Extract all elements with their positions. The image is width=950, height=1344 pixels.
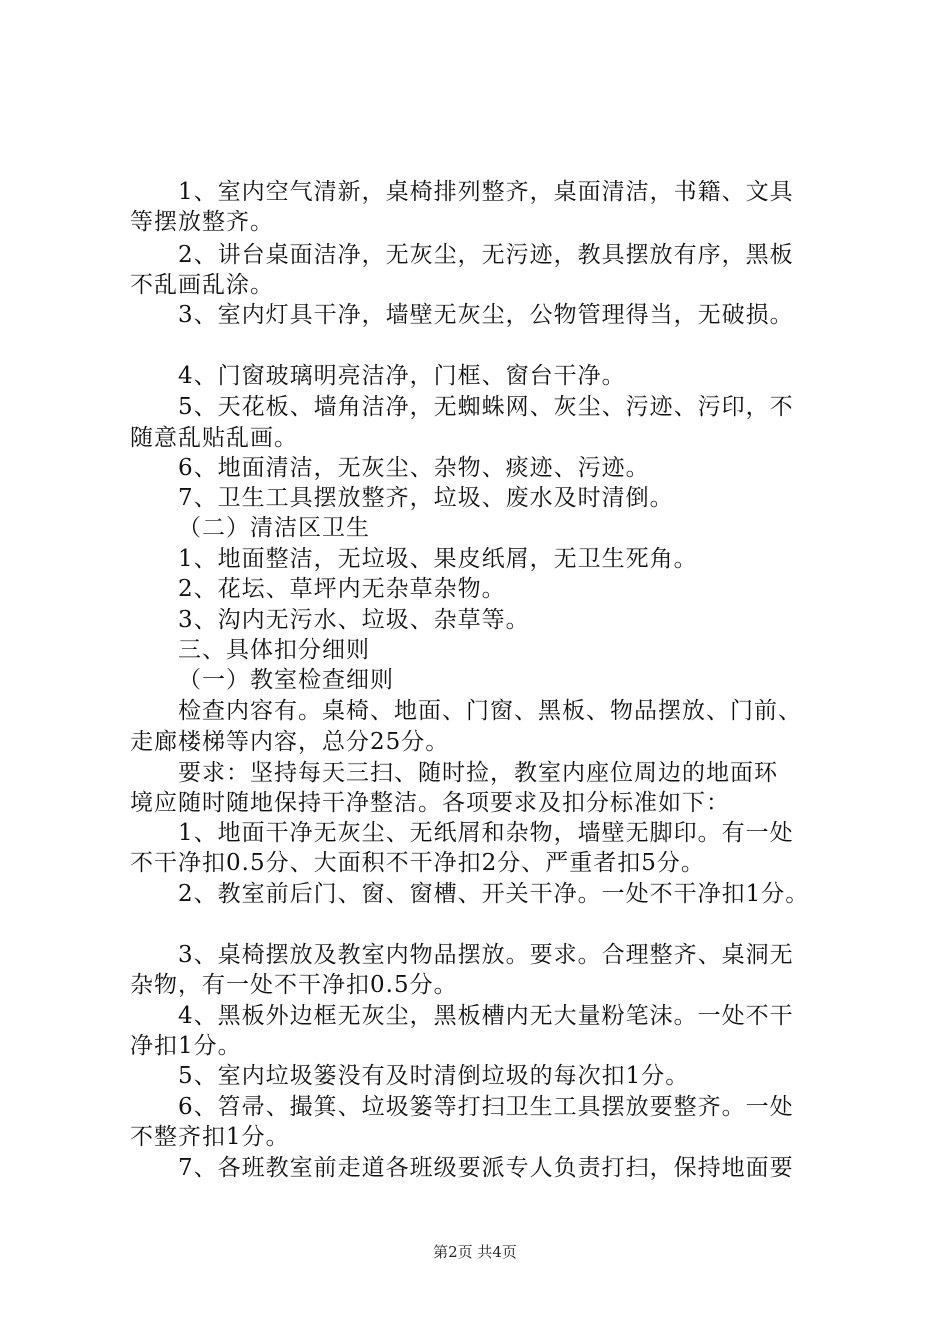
text-line: 3、室内灯具干净，墙壁无灰尘，公物管理得当，无破损。	[178, 302, 794, 328]
text-line: 检查内容有。桌椅、地面、门窗、黑板、物品摆放、门前、	[178, 698, 802, 724]
text-line: 净扣1分。	[130, 1033, 242, 1059]
text-line: 5、天花板、墙角洁净，无蜘蛛网、灰尘、污迹、污印，不	[178, 394, 794, 420]
text-line: 3、桌椅摆放及教室内物品摆放。要求。合理整齐、桌洞无	[178, 942, 794, 968]
text-line: 不整齐扣1分。	[130, 1124, 290, 1150]
text-line: 1、地面整洁，无垃圾、果皮纸屑，无卫生死角。	[178, 546, 698, 572]
section-heading: （二）清洁区卫生	[178, 515, 370, 541]
text-line: 不干净扣0.5分、大面积不干净扣2分、严重者扣5分。	[130, 850, 705, 876]
text-line: 2、花坛、草坪内无杂草杂物。	[178, 576, 506, 602]
text-line: 1、地面干净无灰尘、无纸屑和杂物，墙壁无脚印。有一处	[178, 820, 794, 846]
text-line: 要求：坚持每天三扫、随时捡，教室内座位周边的地面环	[178, 760, 778, 786]
text-line: 杂物，有一处不干净扣0.5分。	[130, 972, 458, 998]
text-line: 不乱画乱涂。	[130, 272, 274, 298]
text-line: 2、讲台桌面洁净，无灰尘，无污迹，教具摆放有序，黑板	[178, 242, 794, 268]
section-heading: （一）教室检查细则	[178, 667, 394, 693]
text-line: 3、沟内无污水、垃圾、杂草等。	[178, 607, 530, 633]
text-line: 境应随时随地保持干净整洁。各项要求及扣分标准如下：	[130, 790, 730, 816]
text-line: 1、室内空气清新，桌椅排列整齐，桌面清洁，书籍、文具	[178, 179, 794, 205]
text-line: 4、黑板外边框无灰尘，黑板槽内无大量粉笔沫。一处不干	[178, 1003, 794, 1029]
text-line: 2、教室前后门、窗、窗槽、开关干净。一处不干净扣1分。	[178, 881, 810, 907]
text-line: 7、卫生工具摆放整齐，垃圾、废水及时清倒。	[178, 485, 674, 511]
section-heading: 三、具体扣分细则	[178, 637, 370, 663]
page-number: 第2页 共4页	[433, 1243, 517, 1261]
text-line: 6、笤帚、撮箕、垃圾篓等打扫卫生工具摆放要整齐。一处	[178, 1094, 794, 1120]
text-line: 随意乱贴乱画。	[130, 425, 298, 451]
text-line: 7、各班教室前走道各班级要派专人负责打扫，保持地面要	[178, 1155, 794, 1181]
text-line: 5、室内垃圾篓没有及时清倒垃圾的每次扣1分。	[178, 1063, 690, 1089]
text-line: 走廊楼梯等内容，总分25分。	[130, 729, 450, 755]
text-line: 6、地面清洁，无灰尘、杂物、痰迹、污迹。	[178, 455, 650, 481]
text-line: 等摆放整齐。	[130, 209, 274, 235]
text-line: 4、门窗玻璃明亮洁净，门框、窗台干净。	[178, 363, 626, 389]
